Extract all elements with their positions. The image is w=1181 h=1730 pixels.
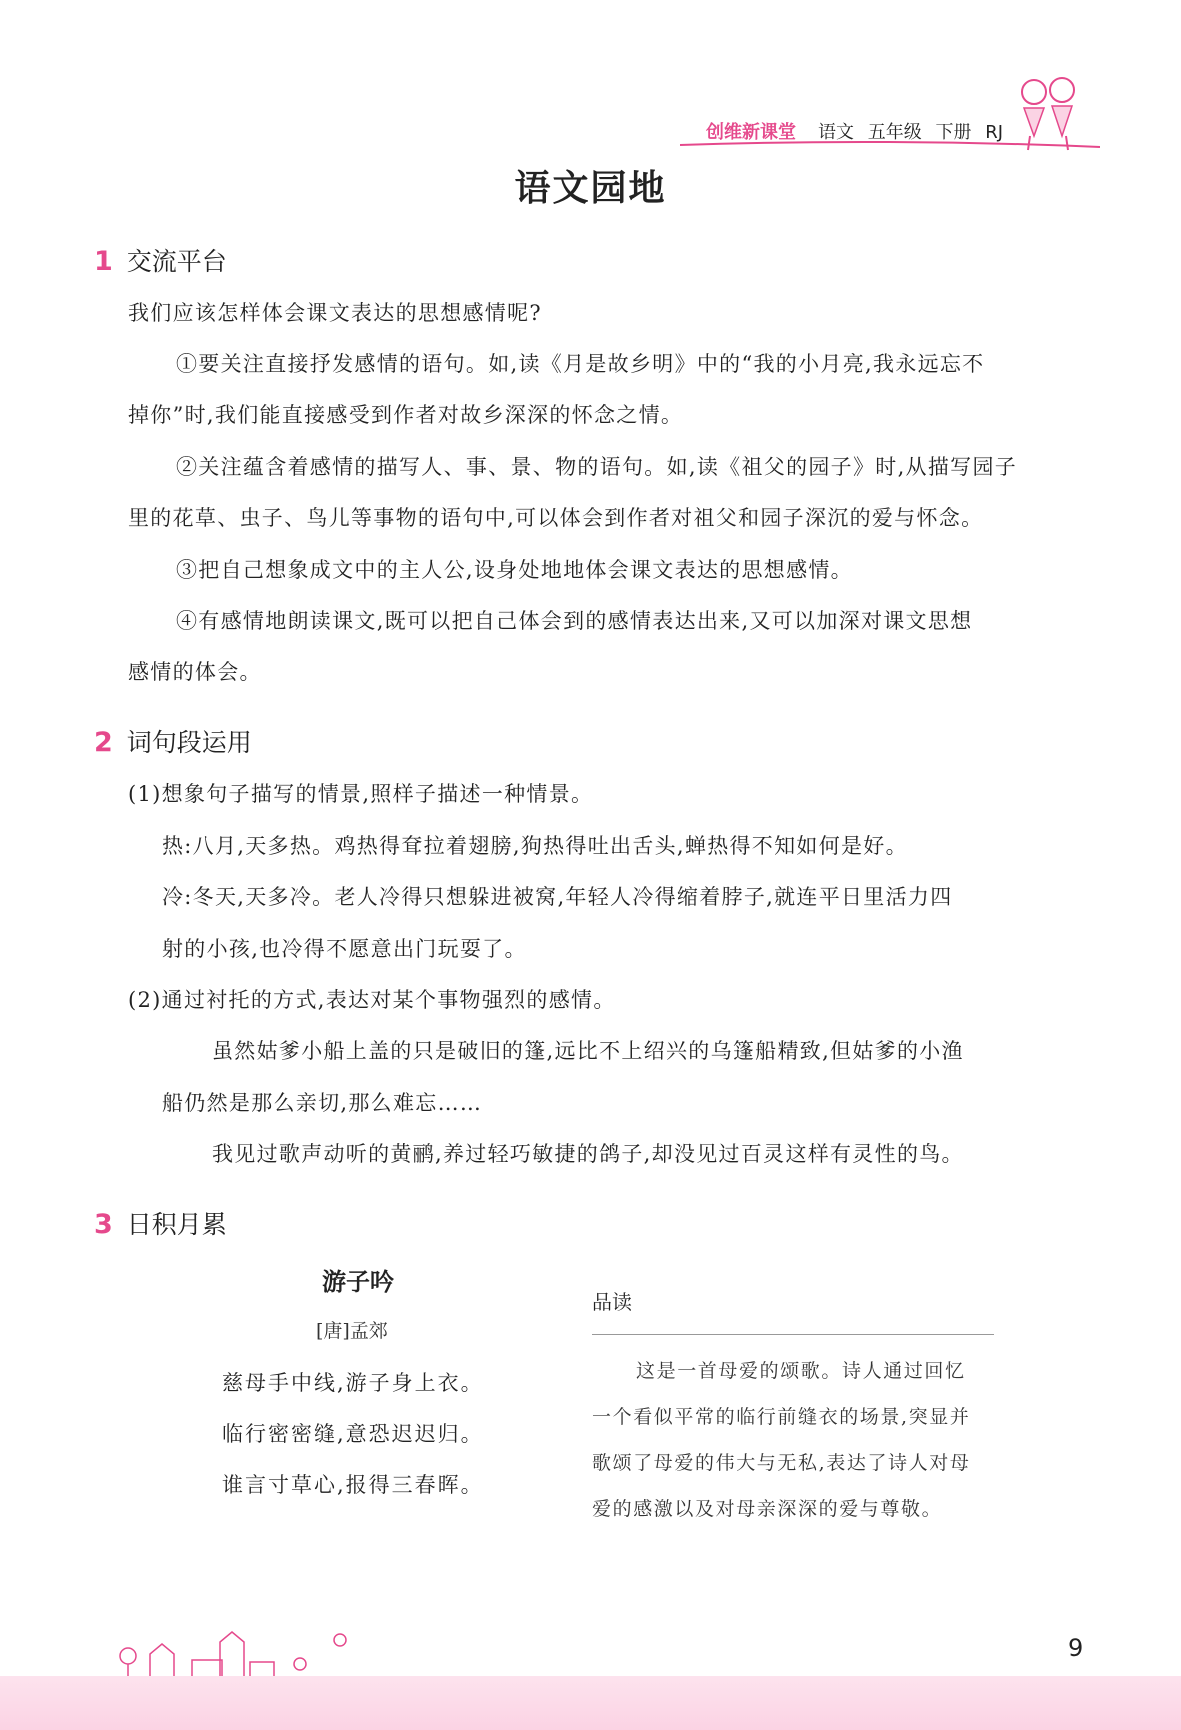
exercise-line: 热:八月,天多热。鸡热得耷拉着翅膀,狗热得吐出舌头,蝉热得不知如何是好。 — [162, 834, 908, 858]
appreciation-line: 这是一首母爱的颂歌。诗人通过回忆 — [636, 1360, 966, 1382]
subject: 语文 — [818, 122, 854, 143]
exercise-line: 射的小孩,也冷得不愿意出门玩耍了。 — [162, 937, 527, 961]
poem-author: [唐]孟郊 — [316, 1320, 388, 1342]
page-title: 语文园地 — [514, 168, 667, 209]
section-title: 交流平台 — [126, 247, 227, 276]
grade: 五年级 — [867, 122, 922, 143]
poem-line: 慈母手中线,游子身上衣。 — [222, 1371, 484, 1395]
section-number: 1 — [94, 246, 113, 277]
exercise-line: 虽然姑爹小船上盖的只是破旧的篷,远比不上绍兴的乌篷船精致,但姑爹的小渔 — [212, 1039, 964, 1063]
section-heading-3 — [94, 1205, 227, 1241]
section-number: 3 — [94, 1209, 113, 1240]
paragraph-line: 里的花草、虫子、鸟儿等事物的语句中,可以体会到作者对祖父和园子深沉的爱与怀念。 — [128, 506, 984, 530]
exercise-line: (2)通过衬托的方式,表达对某个事物强烈的感情。 — [128, 988, 616, 1012]
paragraph-line: ①要关注直接抒发感情的语句。如,读《月是故乡明》中的“我的小月亮,我永远忘不 — [176, 352, 985, 376]
section-number: 2 — [94, 727, 113, 758]
section-title: 日积月累 — [126, 1210, 227, 1239]
paragraph-line: ②关注蕴含着感情的描写人、事、景、物的语句。如,读《祖父的园子》时,从描写园子 — [176, 455, 1018, 479]
paragraph-line: 掉你”时,我们能直接感受到作者对故乡深深的怀念之情。 — [128, 403, 684, 427]
paragraph-line: ④有感情地朗读课文,既可以把自己体会到的感情表达出来,又可以加深对课文思想 — [176, 609, 973, 633]
exercise-line: (1)想象句子描写的情景,照样子描述一种情景。 — [128, 782, 594, 806]
exercise-line: 我见过歌声动听的黄鹂,养过轻巧敏捷的鸽子,却没见过百灵这样有灵性的鸟。 — [212, 1142, 964, 1166]
kids-illustration-icon — [1010, 72, 1086, 152]
divider — [592, 1334, 994, 1335]
edition: RJ — [985, 122, 1004, 143]
appreciation-line: 一个看似平常的临行前缝衣的场景,突显并 — [592, 1406, 971, 1428]
appreciation-line: 爱的感激以及对母亲深深的爱与尊敬。 — [592, 1498, 943, 1520]
appreciation-heading: 品读 — [592, 1290, 632, 1314]
poem-line: 临行密密缝,意恐迟迟归。 — [222, 1422, 484, 1446]
paragraph-line: 感情的体会。 — [128, 660, 262, 684]
exercise-line: 冷:冬天,天多冷。老人冷得只想躲进被窝,年轻人冷得缩着脖子,就连平日里活力四 — [162, 885, 953, 909]
paragraph-line: ③把自己想象成文中的主人公,设身处地地体会课文表达的思想感情。 — [176, 558, 853, 582]
page-number: 9 — [1068, 1634, 1084, 1662]
exercise-line: 船仍然是那么亲切,那么难忘…… — [162, 1091, 483, 1115]
town-illustration-icon — [110, 1620, 370, 1680]
appreciation-line: 歌颂了母爱的伟大与无私,表达了诗人对母 — [592, 1452, 971, 1474]
section-heading-1 — [94, 242, 227, 278]
section-heading-2 — [94, 723, 252, 759]
footer-band — [0, 1676, 1181, 1730]
poem-title: 游子吟 — [322, 1268, 394, 1296]
section1-question: 我们应该怎样体会课文表达的思想感情呢? — [128, 301, 542, 325]
poem-line: 谁言寸草心,报得三春晖。 — [222, 1473, 484, 1497]
brand-name: 创维新课堂 — [706, 122, 796, 143]
volume: 下册 — [935, 122, 972, 143]
section-title: 词句段运用 — [126, 728, 252, 757]
